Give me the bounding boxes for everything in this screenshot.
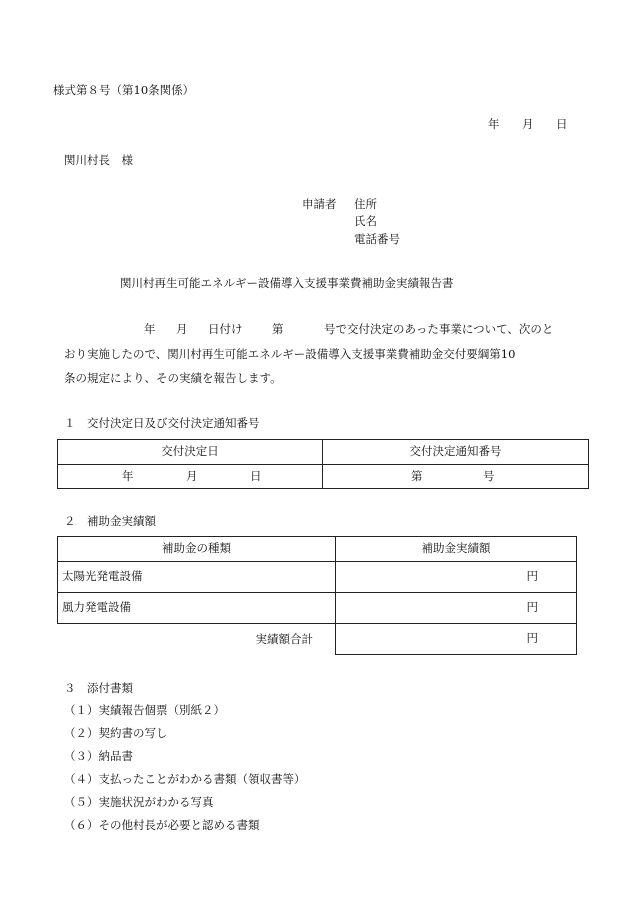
subsidy-amount-solar: 円 xyxy=(336,562,577,593)
section1-heading: １ 交付決定日及び交付決定通知番号 xyxy=(64,416,260,430)
decision-date-header: 交付決定日 xyxy=(58,440,323,465)
intro-day: 日付け xyxy=(208,322,243,336)
intro-year: 年 xyxy=(144,322,156,336)
total-label: 実績額合計 xyxy=(58,624,336,655)
attachment-item: （１）実績報告個票（別紙２） xyxy=(64,703,225,717)
amount-table xyxy=(57,536,577,655)
date-day: 日 xyxy=(556,117,568,131)
document-title: 関川村再生可能エネルギー設備導入支援事業費補助金実績報告書 xyxy=(120,276,454,290)
date-month: 月 xyxy=(522,117,534,131)
decision-day: 日 xyxy=(250,469,262,483)
subsidy-amount-wind: 円 xyxy=(336,593,577,624)
notice-number-header: 交付決定通知番号 xyxy=(323,440,589,465)
subsidy-type-solar: 太陽光発電設備 xyxy=(58,562,336,593)
section3-heading: ３ 添付書類 xyxy=(64,681,133,695)
notice-number-cell xyxy=(323,465,589,489)
attachment-item: （３）納品書 xyxy=(64,749,133,763)
subsidy-type-header: 補助金の種類 xyxy=(58,537,336,562)
subsidy-type-wind: 風力発電設備 xyxy=(58,593,336,624)
attachment-item: （６）その他村長が必要と認める書類 xyxy=(64,818,260,832)
notice-go: 号 xyxy=(483,469,495,483)
intro-line2: おり実施したので、関川村再生可能エネルギー設備導入支援事業費補助金交付要綱第10 xyxy=(64,347,516,361)
decision-date-cell xyxy=(58,465,323,489)
applicant-address-label: 住所 xyxy=(354,197,377,211)
intro-month: 月 xyxy=(176,322,188,336)
section2-heading: ２ 補助金実績額 xyxy=(64,514,156,528)
decision-year: 年 xyxy=(122,469,134,483)
intro-dai: 第 xyxy=(272,322,284,336)
attachment-item: （４）支払ったことがわかる書類（領収書等） xyxy=(64,772,306,786)
form-number: 様式第８号（第10条関係） xyxy=(53,83,195,97)
intro-line3: 条の規定により、その実績を報告します。 xyxy=(64,371,282,385)
applicant-label: 申請者 xyxy=(302,197,337,211)
intro-line1-rest: 号で交付決定のあった事業について、次のと xyxy=(324,322,554,336)
decision-month: 月 xyxy=(186,469,198,483)
notice-dai: 第 xyxy=(411,469,423,483)
date-year: 年 xyxy=(488,117,500,131)
total-amount: 円 xyxy=(336,624,577,655)
attachment-item: （５）実施状況がわかる写真 xyxy=(64,795,214,809)
attachment-item: （２）契約書の写し xyxy=(64,726,168,740)
applicant-name-label: 氏名 xyxy=(354,214,377,228)
subsidy-amount-header: 補助金実績額 xyxy=(336,537,577,562)
decision-table xyxy=(57,439,589,489)
addressee: 関川村長 様 xyxy=(64,153,133,167)
applicant-phone-label: 電話番号 xyxy=(354,232,400,246)
